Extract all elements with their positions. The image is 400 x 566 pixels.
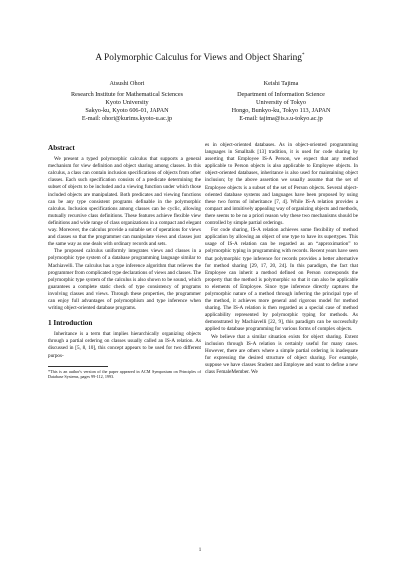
title-footnote-mark: * [302,53,305,58]
author-block-1 [47,80,207,123]
author-address: Sakyo-ku, Kyoto 606-01, JAPAN [85,107,169,115]
author-name: Keishi Tajima [263,80,299,87]
author-email: E-mail: ohori@kurims.kyoto-u.ac.jp [81,115,173,123]
author-institution: Kyoto University [105,99,149,107]
author-affiliation: Research Institute for Mathematical Sciences [70,91,184,99]
abstract-paragraph: The proposed calculus uniformly integrates views and classes in a polymorphic type system of a database programming language similar to Machiavelli. The calculus has a type inference algorithm that relieves the programmer from complicated type declarations of views and classes. The polymorphic type system of the calculus is also shown to be sound, which guarantees a complete static check of type consistency of programs involving classes and views. Through these properties, the programmer can enjoy full advantages of polymorphism and type inference when writing object-oriented database programs. [48,248,201,312]
author-block-2 [201,80,361,123]
footnote-rule [48,366,108,367]
author-institution: University of Tokyo [256,99,306,107]
section-heading-introduction: 1 Introduction [48,319,93,328]
body-paragraph: es in object-oriented databases. As in object-oriented programming languages in Smalltalk [13] tradition, it is used for code sharing by asserting that Employee IS-A Person, we expect that any method applicable to Person objects is also applicable to Employee objects. In object-oriented databases, inheritance is also used for maintaining object inclusion; by the above assertion we usually assume that the set of Employee objects is a subset of the set of Person objects. Several object-oriented database systems and languages have been proposed by using these two forms of inheritance [7, 4]. While IS-A relation provides a compact and intuitively appealing way of organizing objects and methods, there seems to be no a priori reason why these two mechanisms should be controlled by simple partial orderings. [205,142,358,227]
author-name: Atsushi Ohori [109,80,145,87]
abstract-paragraph: We present a typed polymorphic calculus that supports a general mechanism for view definition and object sharing among classes. In this calculus, a class can contain inclusion specifications of objects from other classes. Each such specification consists of a predicate determining the subset of objects to be included and a viewing function under which those included objects are manipulated. Both predicates and viewing functions can be any type consistent programs definable in the polymorphic calculus. Inclusion specifications among classes can be cyclic, allowing mutually recursive class definitions. These features achieve flexible view definitions and wide range of class organizations in a compact and elegant way. Moreover, the calculus provide a suitable set of operations for views and classes so that the programmer can manipulate views and classes just the same way as one deals with ordinary records and sets. [48,156,201,248]
abstract-heading: Abstract [48,144,75,152]
author-affiliation: Department of Information Science [237,91,325,99]
left-column [48,145,201,380]
page-number: 1 [198,548,202,553]
intro-paragraph: Inheritance is a term that implies hierarchically organizing objects through a partial ordering on classes usually called an IS-A relation. As discussed in [5, 8, 10], this concept appears to be used for two different purpos- [48,331,201,359]
body-paragraph: For code sharing, IS-A relation achieves some flexibility of method application by allowing an object of one type to have its supertypes. This usage of IS-A relation can be regarded as an “approximation” to polymorphic typing in programming with records. Recent years have seen that polymorphic type inference for records provides a better alternative for method sharing [29, 17, 20, 24]. In this paradigm, the fact that Employee can inherit a method defined on Person corresponds the property that the method is polymorphic so that it can also be applicable to elements of Employee. Since type inference directly captures the polymorphic nature of a method through inferring the principal type of the method, it achieves more general and rigorous model for method sharing. The IS-A relation is then regarded as a special case of method applicability represented by polymorphic typing for methods. As demonstrated by Machiavelli [22, 9], this paradigm can be successfully applied to database programming for various forms of complex objects. [205,227,358,333]
footnote: *This is an author's version of the paper appeared in ACM Symposium on Principles of Database Systems, pages 99-112, 1993. [48,368,201,380]
author-address: Hongo, Bunkyo-ku, Tokyo 113, JAPAN [231,107,331,115]
right-column [205,142,358,376]
paper-title: A Polymorphic Calculus for Views and Object Sharing* [95,53,305,64]
author-email: E-mail: tajima@is.s.u-tokyo.ac.jp [239,115,323,123]
body-paragraph: We believe that a similar situation exists for object sharing. Extent inclusion through IS-A relation is certainly useful for many cases. However, there are others where a simple partial ordering is inadequate for expressing the desired structure of object sharing. For example, suppose we have classes Student and Employee and want to define a new class FemaleMember. We [205,333,358,375]
